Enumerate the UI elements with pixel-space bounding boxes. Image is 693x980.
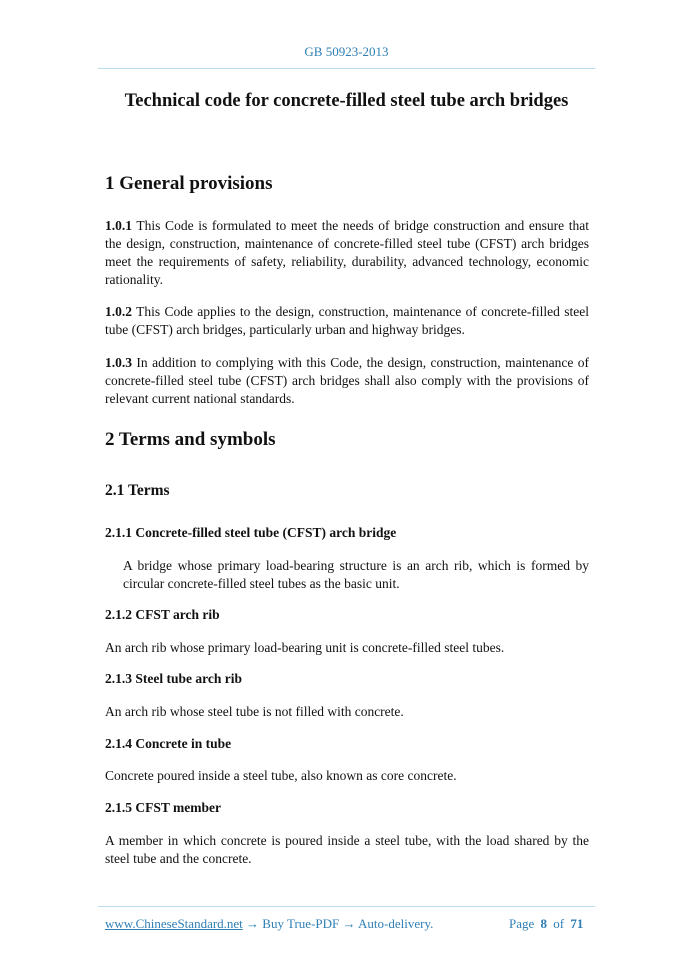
clause-number: 1.0.2 — [105, 304, 132, 319]
website-link[interactable]: www.ChineseStandard.net — [105, 916, 243, 931]
clause-number: 1.0.3 — [105, 355, 132, 370]
header-divider — [98, 68, 595, 69]
subsection-heading: 2.1 Terms — [105, 482, 170, 499]
header-doc-code: GB 50923-2013 — [304, 44, 389, 59]
clause-text: This Code applies to the design, construction, maintenance of concrete-filled steel tube (CFST) arch bridges, particularly urban and highway bridges. — [105, 304, 589, 337]
clause-1-0-3 — [105, 354, 589, 408]
page-number: 8 — [540, 916, 548, 931]
term-definition: Concrete poured inside a steel tube, also known as core concrete. — [105, 768, 457, 783]
document-title: Technical code for concrete-filled steel tube arch bridges — [124, 91, 569, 111]
term-heading: 2.1.1 Concrete-filled steel tube (CFST) arch bridge — [105, 525, 397, 540]
clause-1-0-1 — [105, 217, 589, 289]
term-heading: 2.1.4 Concrete in tube — [105, 736, 232, 751]
term-definition: A member in which concrete is poured inside a steel tube, with the load shared by the steel tube and the concrete. — [105, 833, 589, 866]
page-label: Page — [509, 916, 535, 931]
term-heading: 2.1.5 CFST member — [105, 800, 221, 815]
term-definition: An arch rib whose primary load-bearing unit is concrete-filled steel tubes. — [105, 640, 505, 655]
term-heading: 2.1.3 Steel tube arch rib — [105, 671, 242, 686]
footer-promo — [105, 916, 433, 932]
section-heading: 2 Terms and symbols — [105, 429, 276, 450]
clause-1-0-2 — [105, 303, 589, 339]
term-heading: 2.1.2 CFST arch rib — [105, 607, 220, 622]
footer-promo-text: → Buy True-PDF → Auto-delivery. — [242, 916, 434, 931]
footer-divider — [98, 906, 595, 907]
clause-text: In addition to complying with this Code, the design, construction, maintenance of concrete-filled steel tube (CFST) arch bridges shall also comply with the provisions of relevant current national standards. — [105, 355, 589, 406]
of-label: of — [553, 916, 565, 931]
clause-number: 1.0.1 — [105, 218, 132, 233]
page-total: 71 — [570, 916, 584, 931]
section-heading: 1 General provisions — [105, 173, 273, 194]
term-definition: An arch rib whose steel tube is not filled with concrete. — [105, 704, 404, 719]
clause-text: This Code is formulated to meet the needs of bridge construction and ensure that the design, construction, maintenance of concrete-filled steel tube (CFST) arch bridges meet the requirements of safety, reliability, durability, advanced technology, economic rationality. — [105, 218, 589, 287]
term-definition: A bridge whose primary load-bearing structure is an arch rib, which is formed by circular concrete-filled steel tubes as the basic unit. — [123, 558, 589, 591]
page-indicator — [509, 916, 583, 932]
